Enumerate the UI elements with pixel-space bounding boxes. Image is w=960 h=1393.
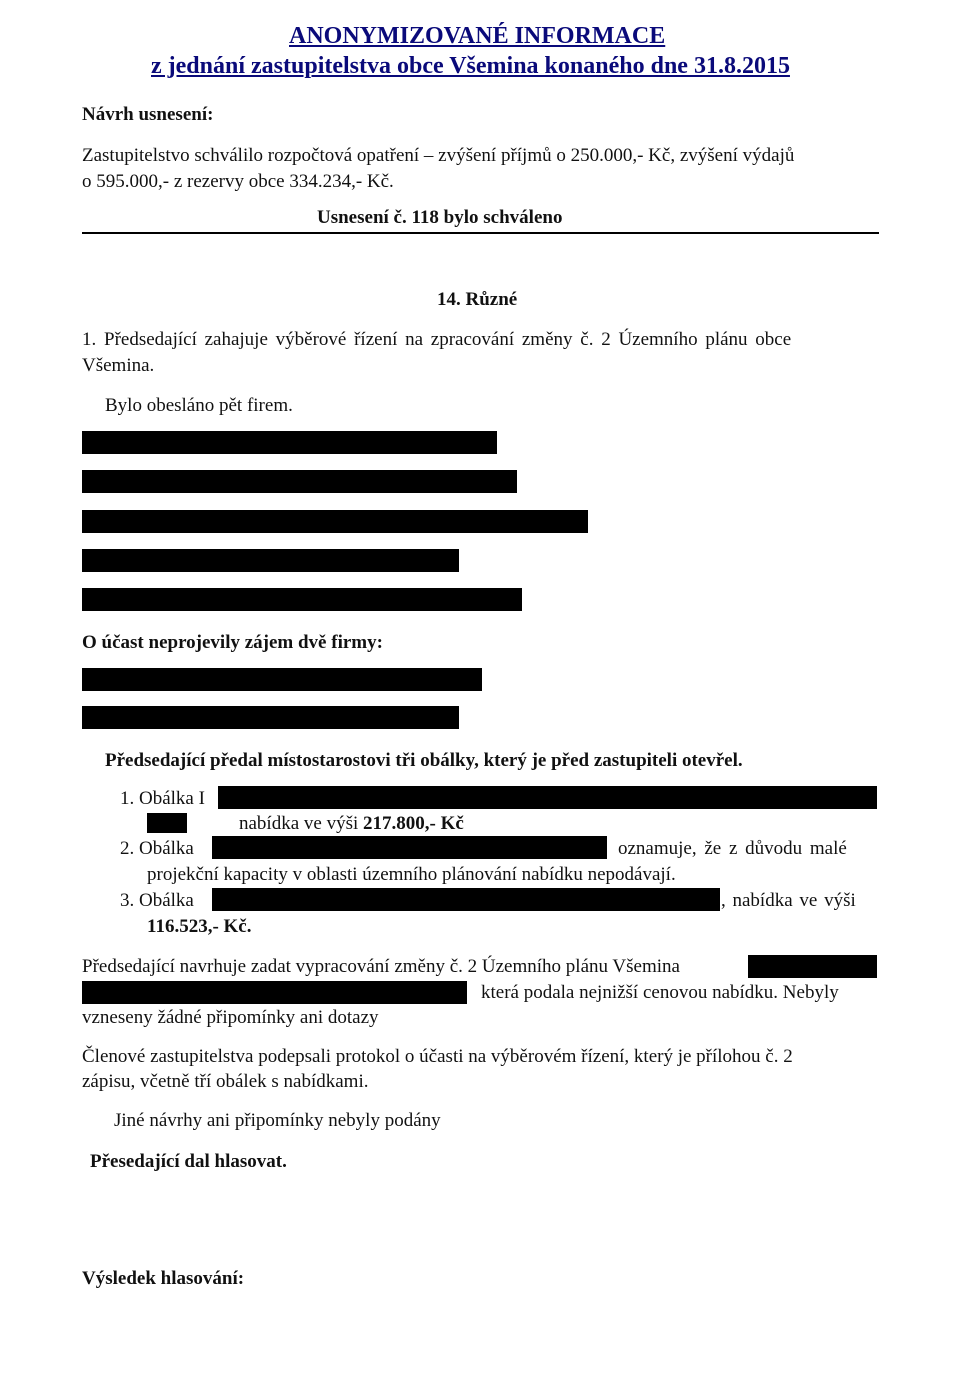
proposal-heading: Návrh usnesení: [82, 104, 214, 125]
redacted-envelope-1-firm [218, 786, 877, 809]
document-title: ANONYMIZOVANÉ INFORMACE [289, 23, 666, 49]
addressed-firms-text: Bylo obesláno pět firem. [105, 395, 293, 416]
chair-proposal-line2: která podala nejnižší cenovou nabídku. Nebyly [481, 982, 839, 1003]
redacted-firm-7 [82, 706, 459, 729]
vote-result-heading: Výsledek hlasování: [82, 1268, 245, 1289]
envelopes-handed-text: Předsedající předal místostarostovi tři obálky, který je před zastupiteli otevřel. [105, 750, 743, 771]
members-line1: Členové zastupitelstva podepsali protokol o účasti na výběrovém řízení, který je přílohou č. 2 [82, 1046, 793, 1067]
envelope-1-offer-amount: 217.800,- Kč [363, 813, 464, 834]
envelope-3-label: 3. Obálka [120, 890, 194, 911]
chair-proposal-line1: Předsedající navrhuje zadat vypracování změny č. 2 Územního plánu Všemina [82, 956, 680, 977]
envelope-1-label: 1. Obálka I [120, 788, 205, 809]
resolution-text: Usnesení č. 118 bylo schváleno [317, 207, 563, 228]
redacted-selected-firm-cont [82, 981, 467, 1004]
section-divider [82, 232, 879, 234]
redacted-firm-2 [82, 470, 517, 493]
envelope-1-offer-label: nabídka ve výši [239, 813, 364, 834]
envelope-2-text: oznamuje, že z důvodu malé [618, 838, 847, 859]
redacted-firm-3 [82, 510, 588, 533]
document-subtitle: z jednání zastupitelstva obce Všemina konaného dne 31.8.2015 [151, 53, 790, 79]
vote-call-text: Přesedající dal hlasovat. [90, 1151, 287, 1172]
redacted-firm-4 [82, 549, 459, 572]
proposal-text-line1: Zastupitelstvo schválilo rozpočtová opatření – zvýšení příjmů o 250.000,- Kč, zvýšení výdajů [82, 145, 795, 166]
proposal-text-line2: o 595.000,- z rezervy obce 334.234,- Kč. [82, 171, 394, 192]
envelope-3-amount: 116.523,- Kč. [147, 916, 252, 937]
other-proposals-text: Jiné návrhy ani připomínky nebyly podány [114, 1110, 441, 1131]
section-heading: 14. Různé [437, 289, 518, 310]
redacted-selected-firm [748, 955, 877, 978]
redacted-firm-1 [82, 431, 497, 454]
chair-proposal-line3: vzneseny žádné připomínky ani dotazy [82, 1007, 379, 1028]
members-line2: zápisu, včetně tří obálek s nabídkami. [82, 1071, 369, 1092]
paragraph-1-line2: Všemina. [82, 355, 155, 376]
redacted-firm-6 [82, 668, 482, 691]
redacted-firm-5 [82, 588, 522, 611]
redacted-envelope-3-firm [212, 888, 720, 911]
envelope-3-text: , nabídka ve výši [721, 890, 856, 911]
redacted-envelope-2-firm [212, 836, 607, 859]
envelope-1-offer [239, 813, 464, 835]
redacted-envelope-1-firm-cont [147, 813, 187, 833]
envelope-2-text-line2: projekční kapacity v oblasti územního plánování nabídku nepodávají. [147, 864, 676, 885]
envelope-2-label: 2. Obálka [120, 838, 194, 859]
paragraph-1-line1: 1. Předsedající zahajuje výběrové řízení na zpracování změny č. 2 Územního plánu obce [82, 329, 792, 350]
no-interest-heading: O účast neprojevily zájem dvě firmy: [82, 632, 383, 653]
